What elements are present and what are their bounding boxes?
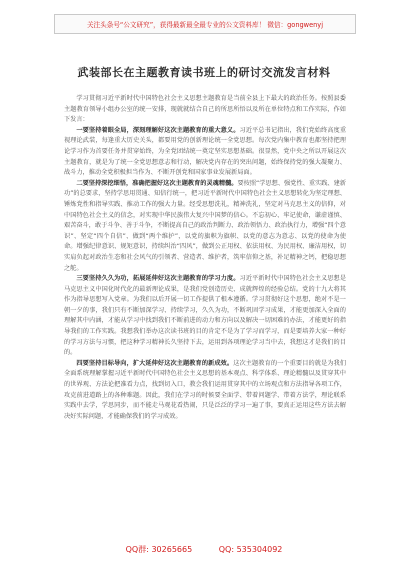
section-paragraph-4 [64,359,346,423]
qq-text: QQ: 535304092 [218,545,283,554]
document-title: 武装部长在主题教育读书班上的研讨交流发言材料 [77,66,331,79]
section-paragraph-3 [64,274,346,359]
document-body [64,94,346,422]
section-lead: 二要坚持深挖细悟，准确把握好这次主题教育的灵魂精髓。 [76,179,238,187]
qq-group-text: QQ群: 30265665 [125,545,193,554]
section-paragraph-2 [64,179,346,274]
banner-text: 关注头条号“公文研究”，获得最新最全最专业的公文资料库！ 微信：gongwenyj [86,21,324,29]
section-body: 要按照“学思想、强党性、重实践、建新功”的总要求，坚持学思用贯通、知信行统一，把习近平新时代中国特色社会主义思想转化为坚定理想、锤炼党性和指导实践、推动工作的强大力量。经受思想洗礼，精神洗礼，坚定对马克思主义的信仰，对中国特色社会主义的信念，对实现中华民族伟大复兴中国梦的信心。不忘初心、牢记使命，谦虚谨慎、艰苦奋斗，敢于斗争、善于斗争，不断提高自己的政治判断力、政治领悟力、政治执行力，增强“四个意识”、坚定“四个自信”、做到“两个维护”，以党的旗帜为旗帜、以党的意志为意志、以党的使命为使命。增强纪律意识、规矩意识，持续纠治“四风”，做到公正用权、依法用权、为民用权、廉洁用权，切实肩负起对政治生态和社会风气的引领者、营造者、维护者，筑牢信仰之基，补足精神之钙，把稳思想之舵。 [64,179,346,272]
top-banner [54,14,356,34]
section-lead: 三要坚持久久为功，拓展延伸好这次主题教育的学习力度。 [76,275,240,283]
section-body: 习近平总书记指出，我们党始终高度重视理论武装，每逢重大历史关头，都要用党的创新理论统一全党思想。每次党内集中教育也都坚持把理论学习作为首要任务并贯穿始终，为全党团结统一奠定坚实思想基础。很显然，党中央之所以开展这次主题教育，就是为了统一全党思想意志和行动，解决党内存在的突出问题，始终保持党的强大凝聚力、战斗力，推动全党积极担当作为、不断开创党和国家事业发展新局面。 [64,126,347,177]
intro-paragraph: 学习贯彻习近平新时代中国特色社会主义思想主题教育是当前全县上下最大的政治任务。按照县委主题教育领导小组办公室的统一安排，现就就结合自己的所思所悟以及所在单位特点和工作实际，作如下发言： [64,95,346,124]
section-body: 这次主题教育的一个重要目的就是为我们全面系统理解掌握习近平新时代中国特色社会主义思想的基本观点、科学体系、理论精髓以及贯穿其中的世界观、方法论把准看力点，找到切入口，教会我们运用贯穿其中的立场观点和方法指导各项工作，攻克前进道路上的各种难题。因此，我们在学习的时候要全面学、带着问题学、带着方法学，理论联系实践中去学，学思同步，而不能走马观花看热闹，只是泛泛的学习一遍了事，要真正运用这些方法去解决好实际问题，才能确保我们的学习成效。 [64,359,347,420]
footer-contacts [0,544,408,555]
section-paragraph-1 [64,126,346,179]
section-lead: 四要坚持目标导向，扩大延伸好这次主题教育的新成效。 [76,359,234,367]
section-body: 习近平新时代中国特色社会主义思想是马克思主义中国化时代化的最新理论成果，是我们党创造历史、成就辉煌的经验总结。党的十九大将其作为指导思想写入党章。为我们以后开展一切工作提供了根本遵循。学习贯彻好这个思想，绝对不是一朝一夕的事，我们只有不断加深学习、持续学习，久久为功，不断巩固学习成果，才能更加深入全面的理解其中内涵，才能从学习中找到我们不断前进的动力和方向以及解决一切困难的办法，才能更好的指导我们的工作实践。我想我们举办这次读书班的目的肯定不是为了学习而学习，而是要培养大家一种好的学习方法与习惯，把这种学习精神长久坚持下去，运用到各项理论学习当中去，我想这才是我们的目的。 [64,275,347,357]
section-lead: 一要坚持着眼全局，深刻理解好这次主题教育的重大意义。 [76,126,240,134]
